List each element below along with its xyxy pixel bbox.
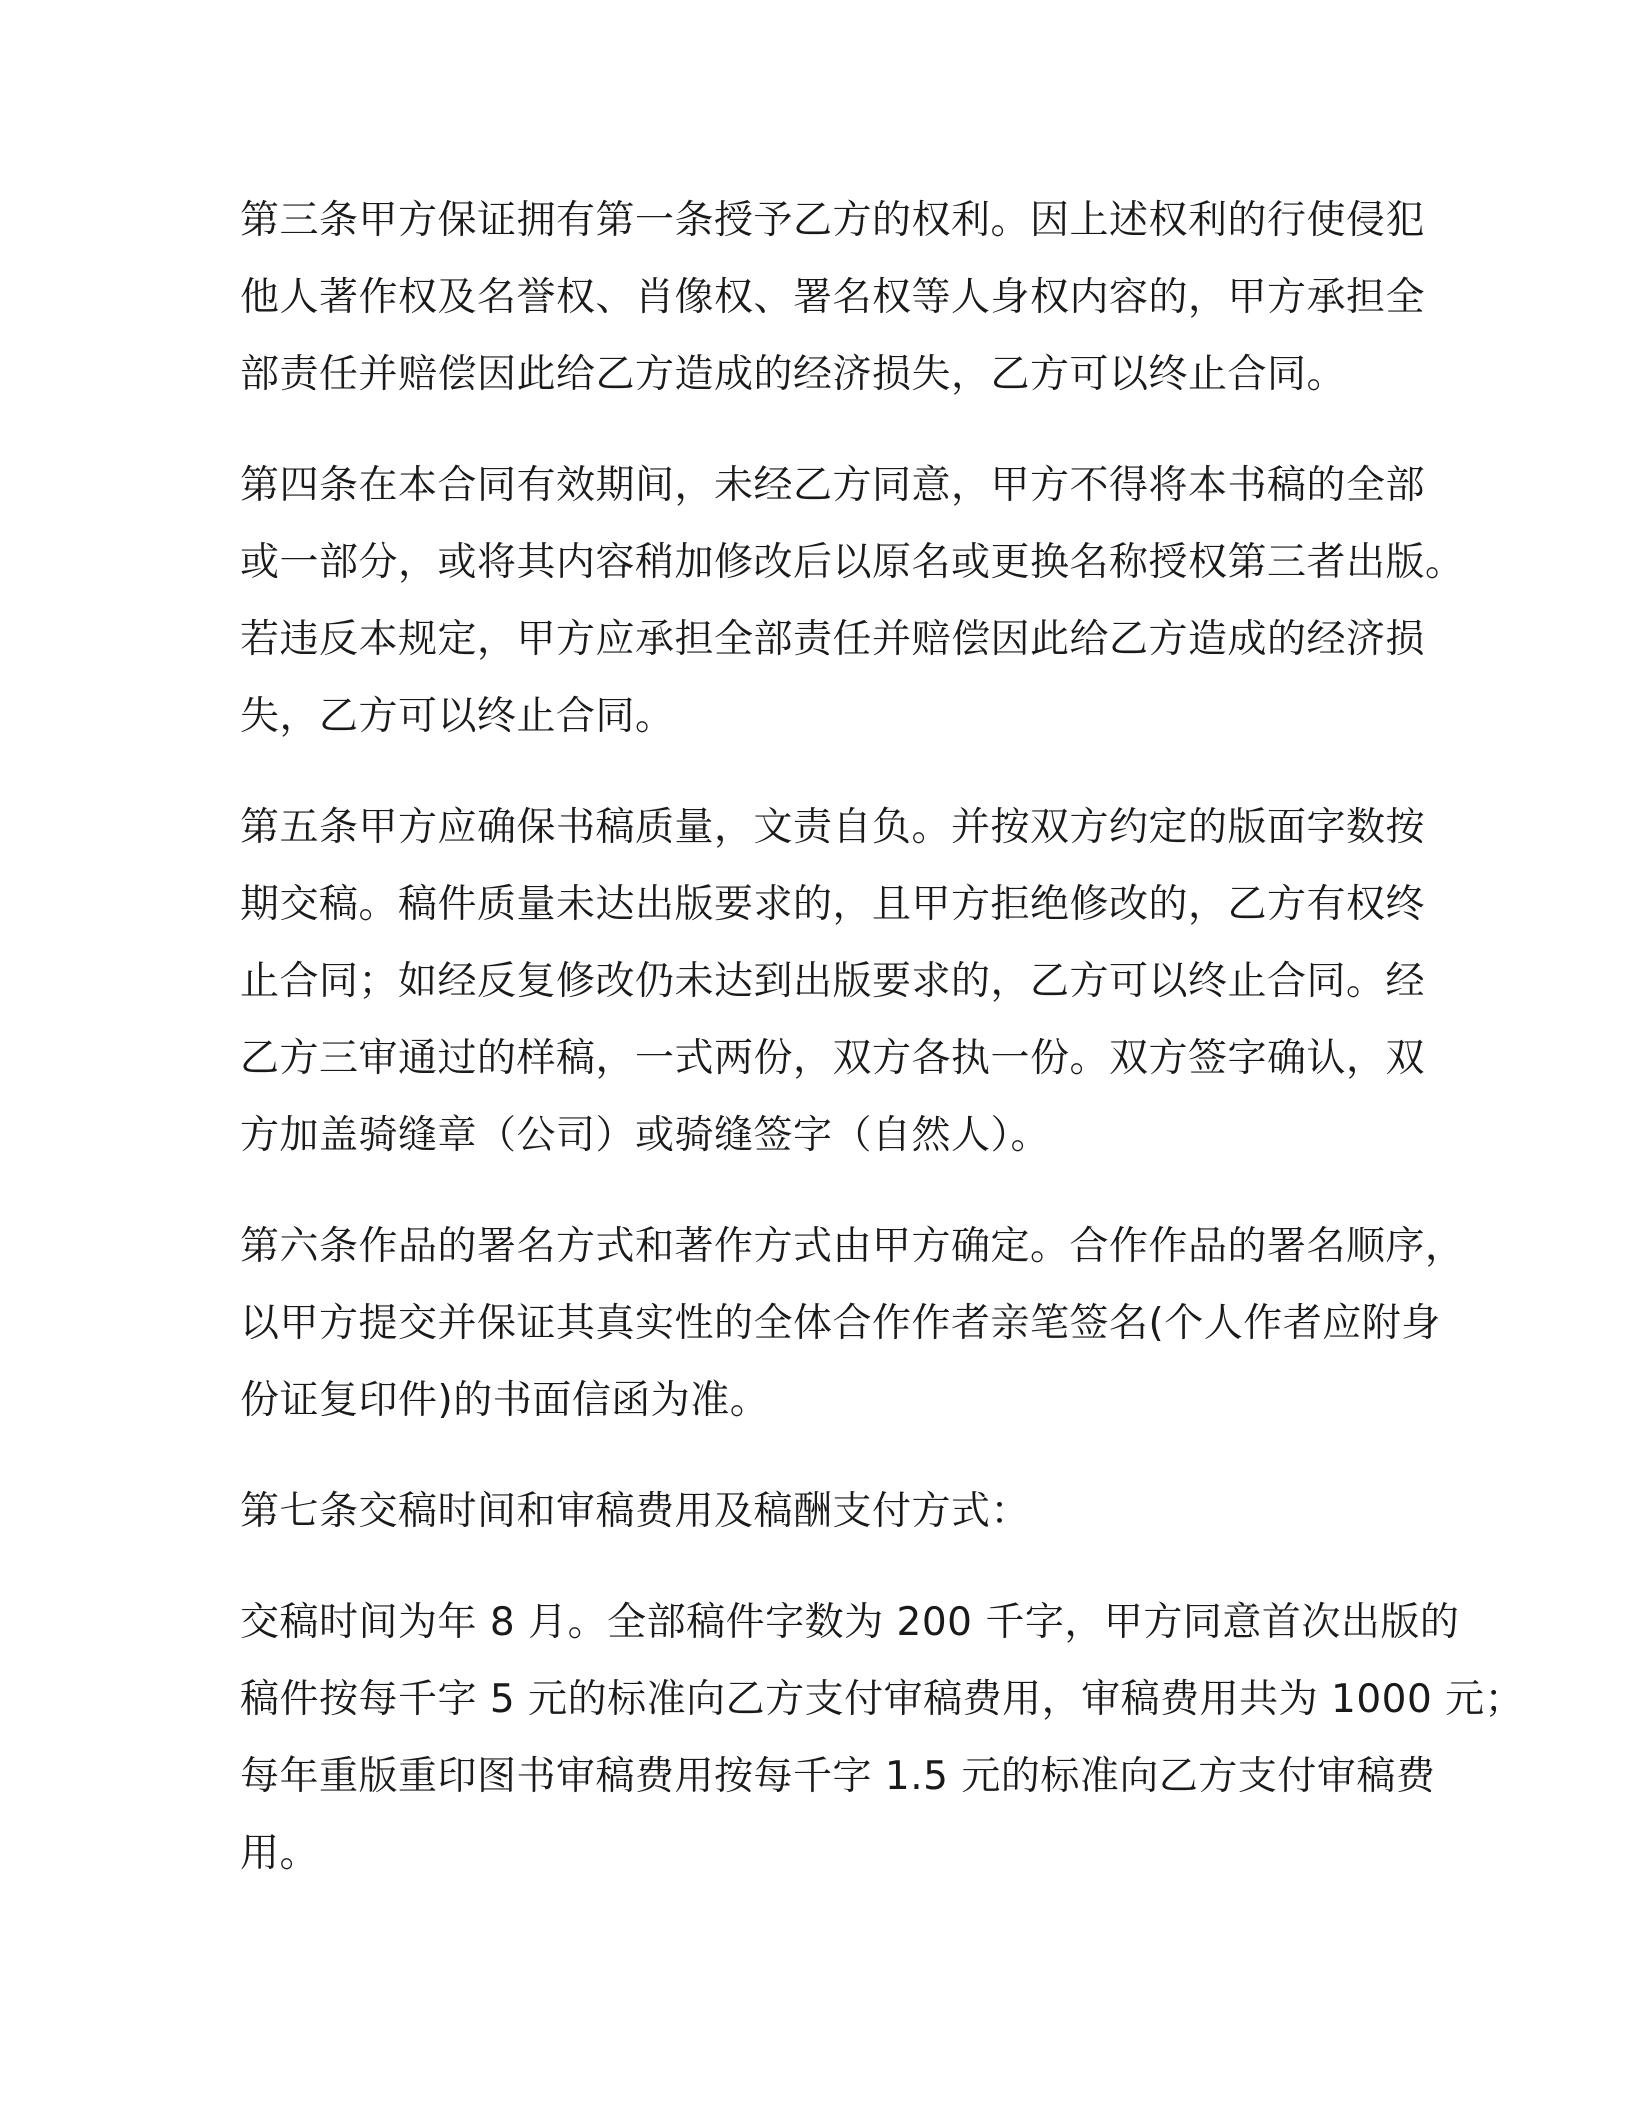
- text-line: 期交稿。稿件质量未达出版要求的，且甲方拒绝修改的，乙方有权终: [240, 882, 1426, 927]
- text-line: 第六条作品的署名方式和著作方式由甲方确定。合作作品的署名顺序，: [240, 1224, 1465, 1269]
- text-line: 份证复印件)的书面信函为准。: [240, 1378, 770, 1423]
- text-line: 或一部分，或将其内容稍加修改后以原名或更换名称授权第三者出版。: [240, 540, 1465, 585]
- text-line: 第三条甲方保证拥有第一条授予乙方的权利。因上述权利的行使侵犯: [240, 198, 1426, 243]
- document-body: [240, 182, 1525, 1892]
- text-line: 乙方三审通过的样稿，一式两份，双方各执一份。双方签字确认，双: [240, 1036, 1426, 1081]
- paragraph-article-3: [240, 182, 1426, 413]
- paragraph-article-5: [240, 789, 1426, 1174]
- text-line: 失，乙方可以终止合同。: [240, 694, 675, 739]
- text-line: 若违反本规定，甲方应承担全部责任并赔偿因此给乙方造成的经济损: [240, 617, 1426, 662]
- text-line: 第四条在本合同有效期间，未经乙方同意，甲方不得将本书稿的全部: [240, 463, 1426, 508]
- text-line: 稿件按每千字 5 元的标准向乙方支付审稿费用，审稿费用共为 1000 元；: [240, 1677, 1525, 1722]
- paragraph-submission-terms: [240, 1584, 1525, 1892]
- text-line: 他人著作权及名誉权、肖像权、署名权等人身权内容的，甲方承担全: [240, 275, 1426, 320]
- text-line: 第七条交稿时间和审稿费用及稿酬支付方式：: [240, 1489, 1031, 1534]
- text-line: 用。: [240, 1831, 320, 1876]
- paragraph-article-4: [240, 447, 1465, 755]
- text-line: 交稿时间为年 8 月。全部稿件字数为 200 千字，甲方同意首次出版的: [240, 1600, 1460, 1645]
- text-line: 以甲方提交并保证其真实性的全体合作作者亲笔签名(个人作者应附身: [240, 1301, 1441, 1346]
- text-line: 第五条甲方应确保书稿质量，文责自负。并按双方约定的版面字数按: [240, 805, 1426, 850]
- text-line: 止合同；如经反复修改仍未达到出版要求的，乙方可以终止合同。经: [240, 959, 1426, 1004]
- text-line: 部责任并赔偿因此给乙方造成的经济损失，乙方可以终止合同。: [240, 352, 1347, 397]
- paragraph-article-6: [240, 1208, 1465, 1439]
- text-line: 方加盖骑缝章（公司）或骑缝签字（自然人）。: [240, 1113, 1051, 1158]
- paragraph-article-7-heading: [240, 1473, 1400, 1550]
- text-line: 每年重版重印图书审稿费用按每千字 1.5 元的标准向乙方支付审稿费: [240, 1754, 1436, 1799]
